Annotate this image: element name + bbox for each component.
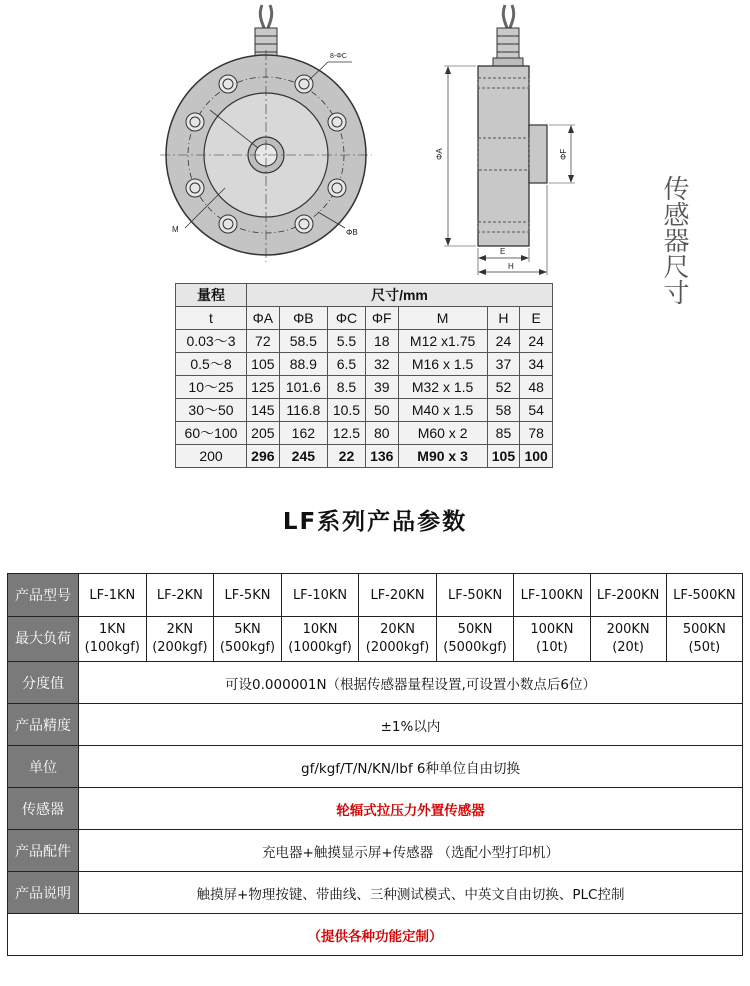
- sensor-dimension-drawing: [0, 0, 750, 280]
- capacity-kn: 5KN: [234, 622, 261, 637]
- table-cell: 34: [520, 353, 553, 376]
- capacity-kgf: (2000kgf): [365, 640, 430, 655]
- table-cell: 296: [247, 445, 280, 468]
- description-value: 触摸屏+物理按键、带曲线、三种测试模式、中英文自由切换、PLC控制: [79, 872, 743, 914]
- column-header: ΦC: [328, 307, 366, 330]
- table-cell: 24: [487, 330, 520, 353]
- column-header: ΦA: [247, 307, 280, 330]
- table-cell: 105: [247, 353, 280, 376]
- model-cell: LF-5KN: [214, 574, 282, 617]
- table-cell: 39: [365, 376, 398, 399]
- table-cell: 5.5: [328, 330, 366, 353]
- front-view: [160, 5, 372, 262]
- capacity-cell: [214, 617, 282, 662]
- table-row: [176, 353, 553, 376]
- table-cell: M12 x1.75: [398, 330, 487, 353]
- table-cell: 105: [487, 445, 520, 468]
- capacity-kn: 500KN: [682, 622, 726, 637]
- table-cell: 58.5: [279, 330, 327, 353]
- model-cell: LF-10KN: [281, 574, 359, 617]
- table-cell: 37: [487, 353, 520, 376]
- section-title: LF系列产品参数: [282, 509, 468, 535]
- description-row: [8, 872, 743, 914]
- table-cell: 48: [520, 376, 553, 399]
- row-header: 分度值: [8, 662, 79, 704]
- dimension-table: [175, 283, 553, 468]
- column-header: t: [176, 307, 247, 330]
- table-cell: 145: [247, 399, 280, 422]
- capacity-cell: [281, 617, 359, 662]
- dimension-column-header: [176, 307, 553, 330]
- unit-row: [8, 746, 743, 788]
- size-group-header: 尺寸/mm: [247, 284, 553, 307]
- accessories-row: [8, 830, 743, 872]
- table-row: [176, 422, 553, 445]
- models-row: [8, 574, 743, 617]
- model-cell: LF-200KN: [590, 574, 666, 617]
- table-cell: 22: [328, 445, 366, 468]
- table-cell: 125: [247, 376, 280, 399]
- custom-note: （提供各种功能定制）: [8, 914, 743, 956]
- label-A: ΦA: [435, 148, 444, 160]
- sensor-dimension-label: 传感器尺寸: [659, 175, 689, 305]
- table-cell: 32: [365, 353, 398, 376]
- capacity-kgf: (50t): [688, 640, 721, 655]
- table-cell: 60～100: [176, 422, 247, 445]
- table-cell: 245: [279, 445, 327, 468]
- capacity-kn: 10KN: [302, 622, 338, 637]
- resolution-row: [8, 662, 743, 704]
- label-B: ΦB: [346, 228, 358, 237]
- table-cell: 0.03～3: [176, 330, 247, 353]
- table-cell: 24: [520, 330, 553, 353]
- table-cell: 10～25: [176, 376, 247, 399]
- table-cell: 50: [365, 399, 398, 422]
- dimension-group-header: [176, 284, 553, 307]
- table-row: [176, 445, 553, 468]
- table-cell: M32 x 1.5: [398, 376, 487, 399]
- accuracy-row: [8, 704, 743, 746]
- capacity-kgf: (200kgf): [152, 640, 208, 655]
- capacity-kgf: (10t): [536, 640, 568, 655]
- row-header: 产品精度: [8, 704, 79, 746]
- table-cell: 101.6: [279, 376, 327, 399]
- capacity-cell: [666, 617, 742, 662]
- capacity-cell: [79, 617, 147, 662]
- label-H: H: [508, 262, 514, 271]
- capacity-kn: 100KN: [530, 622, 574, 637]
- table-cell: 18: [365, 330, 398, 353]
- capacity-cell: [590, 617, 666, 662]
- model-cell: LF-500KN: [666, 574, 742, 617]
- column-header: H: [487, 307, 520, 330]
- accessories-value: 充电器+触摸显示屏+传感器 （选配小型打印机）: [79, 830, 743, 872]
- capacity-kgf: (20t): [612, 640, 644, 655]
- capacity-kn: 50KN: [457, 622, 493, 637]
- column-header: ΦB: [279, 307, 327, 330]
- table-cell: 200: [176, 445, 247, 468]
- model-cell: LF-2KN: [146, 574, 214, 617]
- table-cell: 136: [365, 445, 398, 468]
- model-cell: LF-1KN: [79, 574, 147, 617]
- table-cell: 116.8: [279, 399, 327, 422]
- row-header: 单位: [8, 746, 79, 788]
- table-cell: 52: [487, 376, 520, 399]
- table-cell: M16 x 1.5: [398, 353, 487, 376]
- model-cell: LF-20KN: [359, 574, 437, 617]
- label-holes: 8-ΦC: [330, 53, 347, 60]
- capacity-row: [8, 617, 743, 662]
- label-F: ΦF: [559, 148, 568, 160]
- capacity-cell: [436, 617, 514, 662]
- table-cell: M40 x 1.5: [398, 399, 487, 422]
- row-header: 产品配件: [8, 830, 79, 872]
- unit-value: gf/kgf/T/N/KN/lbf 6种单位自由切换: [79, 746, 743, 788]
- table-cell: 8.5: [328, 376, 366, 399]
- table-cell: 30～50: [176, 399, 247, 422]
- table-cell: 162: [279, 422, 327, 445]
- range-group-header: 量程: [176, 284, 247, 307]
- table-cell: 72: [247, 330, 280, 353]
- side-view: [444, 5, 575, 275]
- capacity-kn: 1KN: [99, 622, 126, 637]
- capacity-kgf: (5000kgf): [443, 640, 507, 655]
- table-cell: M90 x 3: [398, 445, 487, 468]
- table-cell: 58: [487, 399, 520, 422]
- sensor-row: [8, 788, 743, 830]
- sensor-value: 轮辐式拉压力外置传感器: [79, 788, 743, 830]
- table-row: [176, 330, 553, 353]
- row-header: 传感器: [8, 788, 79, 830]
- capacity-kn: 2KN: [166, 622, 194, 637]
- capacity-kgf: (500kgf): [219, 640, 276, 655]
- spec-table: [7, 573, 743, 956]
- resolution-value: 可设0.000001N（根据传感器量程设置,可设置小数点后6位）: [79, 662, 743, 704]
- table-cell: 85: [487, 422, 520, 445]
- table-cell: 54: [520, 399, 553, 422]
- column-header: E: [520, 307, 553, 330]
- table-row: [176, 399, 553, 422]
- table-cell: 10.5: [328, 399, 366, 422]
- table-cell: 0.5～8: [176, 353, 247, 376]
- label-E: E: [500, 247, 506, 256]
- accuracy-value: ±1%以内: [79, 704, 743, 746]
- capacity-kn: 20KN: [380, 622, 415, 637]
- model-cell: LF-100KN: [514, 574, 590, 617]
- row-header: 产品型号: [8, 574, 79, 617]
- row-header: 最大负荷: [8, 617, 79, 662]
- row-header: 产品说明: [8, 872, 79, 914]
- custom-row: [8, 914, 743, 956]
- column-header: ΦF: [365, 307, 398, 330]
- capacity-cell: [514, 617, 590, 662]
- table-cell: 6.5: [328, 353, 366, 376]
- table-cell: 12.5: [328, 422, 366, 445]
- label-M: M: [172, 225, 179, 234]
- capacity-cell: [359, 617, 437, 662]
- table-cell: 88.9: [279, 353, 327, 376]
- table-cell: 80: [365, 422, 398, 445]
- capacity-cell: [146, 617, 214, 662]
- capacity-kgf: (1000kgf): [288, 640, 352, 655]
- table-cell: 100: [520, 445, 553, 468]
- column-header: M: [398, 307, 487, 330]
- table-cell: 78: [520, 422, 553, 445]
- model-cell: LF-50KN: [436, 574, 514, 617]
- table-cell: 205: [247, 422, 280, 445]
- capacity-kgf: (100kgf): [84, 640, 140, 655]
- table-row: [176, 376, 553, 399]
- table-cell: M60 x 2: [398, 422, 487, 445]
- capacity-kn: 200KN: [606, 622, 650, 637]
